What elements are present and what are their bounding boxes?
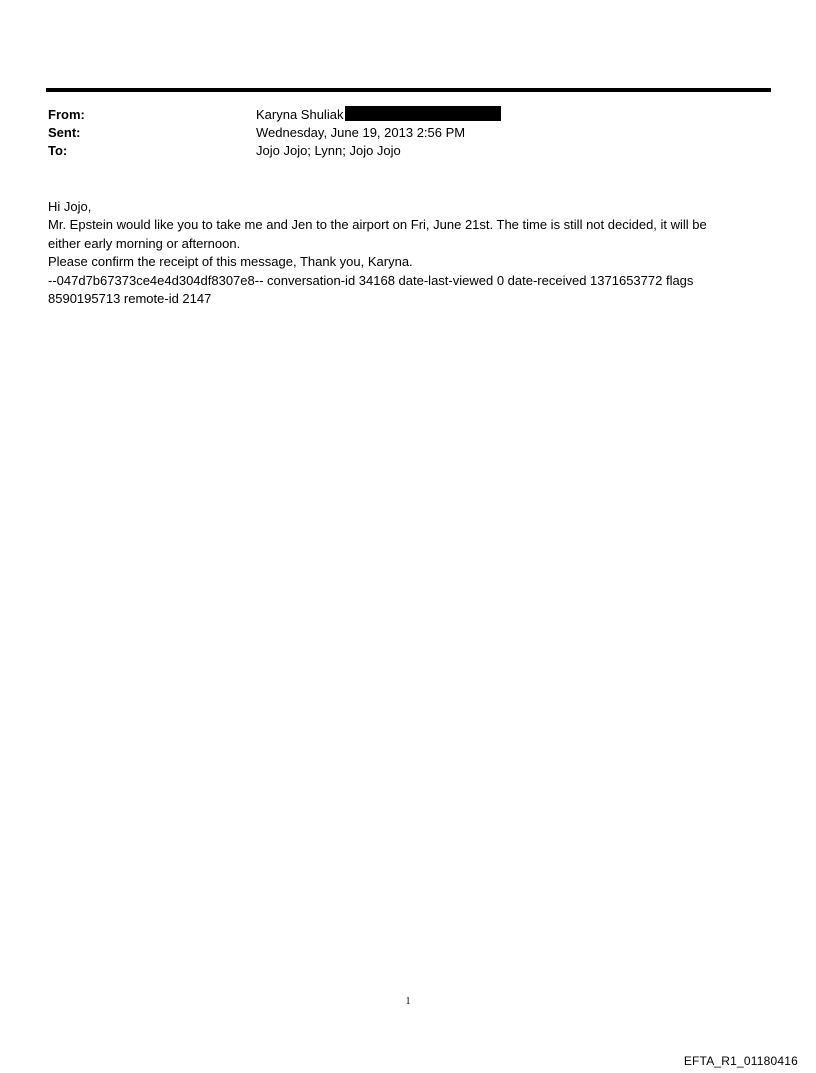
- body-line: Please confirm the receipt of this message, Thank you, Karyna.: [48, 254, 413, 270]
- to-label: To:: [48, 143, 68, 158]
- metadata-line: --047d7b67373ce4e4d304df8307e8-- conversation-id 34168 date-last-viewed 0 date-received 1371653772 flags: [48, 272, 694, 288]
- header-divider: [46, 88, 771, 92]
- sent-label: Sent:: [48, 125, 81, 140]
- body-line: either early morning or afternoon.: [48, 235, 241, 251]
- from-label: From:: [48, 107, 85, 122]
- email-body: [48, 198, 768, 308]
- sent-value: Wednesday, June 19, 2013 2:56 PM: [256, 125, 466, 140]
- sender-name: Karyna Shuliak: [256, 107, 344, 122]
- body-line: Mr. Epstein would like you to take me and Jen to the airport on Fri, June 21st. The time is still not decided, it will be: [48, 217, 707, 233]
- email-header: [48, 106, 768, 160]
- from-value: [256, 106, 501, 124]
- to-row: [48, 142, 768, 160]
- to-value: Jojo Jojo; Lynn; Jojo Jojo: [256, 143, 401, 158]
- greeting-line: Hi Jojo,: [48, 199, 92, 214]
- metadata-line: 8590195713 remote-id 2147: [48, 291, 212, 307]
- from-row: [48, 106, 768, 124]
- sent-row: [48, 124, 768, 142]
- document-id: EFTA_R1_01180416: [683, 1054, 798, 1068]
- page-number: 1: [405, 996, 411, 1007]
- redaction-box: [345, 106, 501, 121]
